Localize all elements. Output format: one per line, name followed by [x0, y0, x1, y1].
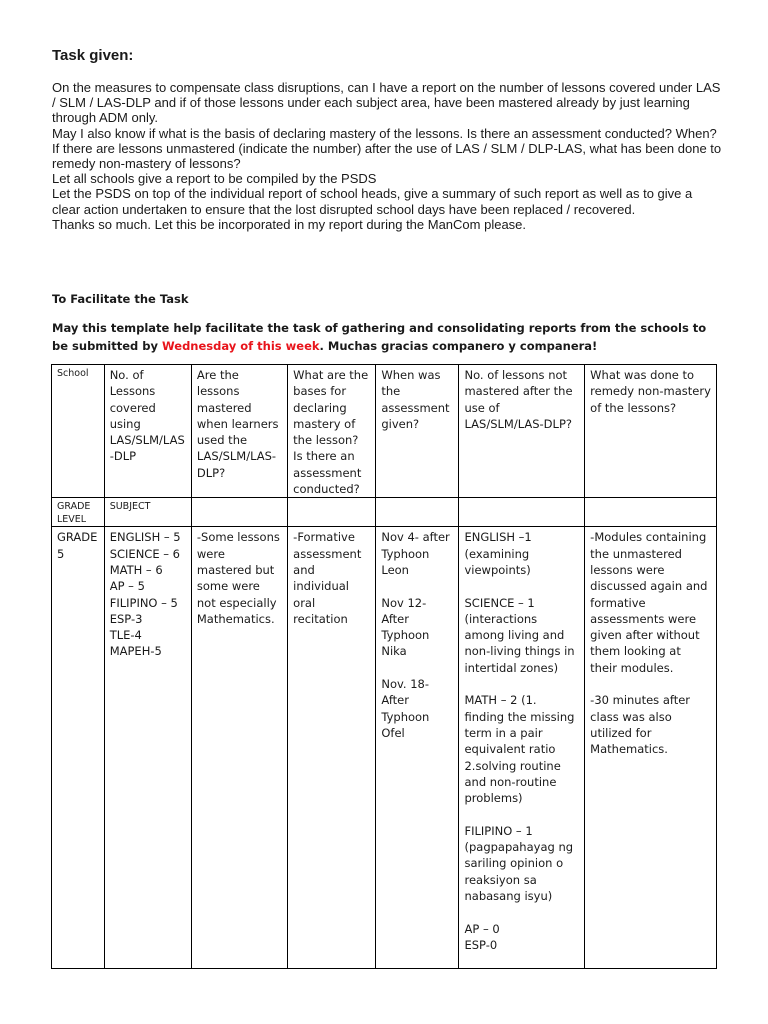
remedy-item: -30 minutes after class was also utilized for Mathematics. [590, 693, 691, 757]
assessment-date: Nov. 18- After Typhoon Ofel [381, 677, 430, 740]
header-lessons-mastered: Are the lessons mastered when learners used the LAS/SLM/LAS-DLP? [191, 365, 287, 498]
table-subheader-row [52, 498, 717, 527]
header-lessons-covered: No. of Lessons covered using LAS/SLM/LAS-DLP [104, 365, 191, 498]
task-body [52, 80, 722, 232]
report-table [51, 364, 717, 969]
cell-bases: -Formative assessment and individual oral recitation [288, 527, 376, 969]
table-row [52, 527, 717, 969]
table-header-row [52, 365, 717, 498]
assessment-date: Nov 4- after Typhoon Leon [381, 530, 450, 577]
template-note [52, 319, 722, 355]
unmastered-item: AP – 0 [464, 921, 500, 936]
subject-item: AP – 5 [109, 579, 145, 594]
task-paragraph: On the measures to compensate class disruptions, can I have a report on the number of lessons covered under LAS / SLM / LAS-DLP and if of those lessons under each subject area, have been mastered already by just learning through ADM only. [52, 80, 721, 126]
note-text-end: . Muchas gracias companero y companera! [319, 339, 598, 353]
assessment-date: Nov 12- After Typhoon Nika [381, 595, 430, 659]
subject-item: SCIENCE – 6 [109, 546, 180, 561]
subject-item: FILIPINO – 5 [109, 595, 178, 610]
unmastered-item: FILIPINO – 1 (pagpapahayag ng sariling opinion o reaksiyon sa nabasang isyu) [464, 823, 574, 903]
header-not-mastered: No. of lessons not mastered after the use of LAS/SLM/LAS-DLP? [459, 365, 585, 498]
subject-item: TLE-4 [109, 628, 142, 643]
task-title: Task given: [52, 47, 134, 64]
note-text: May this template help facilitate the task of gathering and consolidating reports from the schools to be submitted by [52, 321, 707, 353]
cell-subjects [104, 527, 191, 969]
unmastered-item: ESP-0 [464, 937, 498, 952]
cell-mastered: -Some lessons were mastered but some were not especially Mathematics. [191, 527, 287, 969]
cell-remedy [585, 527, 717, 969]
subject-item: MAPEH-5 [109, 644, 162, 659]
task-paragraph: Let the PSDS on top of the individual report of school heads, give a summary of such report as well as to give a clear action undertaken to ensure that the lost disrupted school days have been replaced / recovered. [52, 186, 693, 217]
deadline-highlight: Wednesday of this week [162, 339, 320, 353]
subheader-grade-level: GRADE LEVEL [52, 498, 105, 527]
task-paragraph: Thanks so much. Let this be incorporated in my report during the ManCom please. [52, 216, 527, 232]
facilitate-heading: To Facilitate the Task [52, 292, 189, 306]
subject-item: ESP-3 [109, 611, 143, 626]
cell-when [376, 527, 459, 969]
cell-grade: GRADE 5 [52, 527, 105, 969]
header-when: When was the assessment given? [376, 365, 459, 498]
unmastered-item: SCIENCE – 1 (interactions among living and non-living things in intertidal zones) [464, 595, 575, 675]
subheader-subject: SUBJECT [104, 498, 191, 527]
task-paragraph: Let all schools give a report to be compiled by the PSDS [52, 171, 377, 187]
header-remedy: What was done to remedy non-mastery of the lessons? [585, 365, 717, 498]
unmastered-item: MATH – 2 (1. finding the missing term in a pair equivalent ratio 2.solving routine and non-routine problems) [464, 693, 575, 806]
task-paragraph: May I also know if what is the basis of declaring mastery of the lessons. Is there an assessment conducted? When? [52, 125, 717, 141]
cell-not-mastered [459, 527, 585, 969]
header-school: School [52, 365, 105, 498]
header-bases: What are the bases for declaring mastery of the lesson? Is there an assessment conducted? [288, 365, 376, 498]
subject-item: ENGLISH – 5 [109, 530, 181, 545]
remedy-item: -Modules containing the unmastered lessons were discussed again and formative assessments were given after without them looking at their modules. [590, 530, 708, 675]
subject-item: MATH – 6 [109, 562, 163, 577]
unmastered-item: ENGLISH –1 (examining viewpoints) [464, 530, 532, 577]
task-paragraph: If there are lessons unmastered (indicate the number) after the use of LAS / SLM / DLP-LAS, what has been done to remedy non-mastery of lessons? [52, 140, 722, 172]
